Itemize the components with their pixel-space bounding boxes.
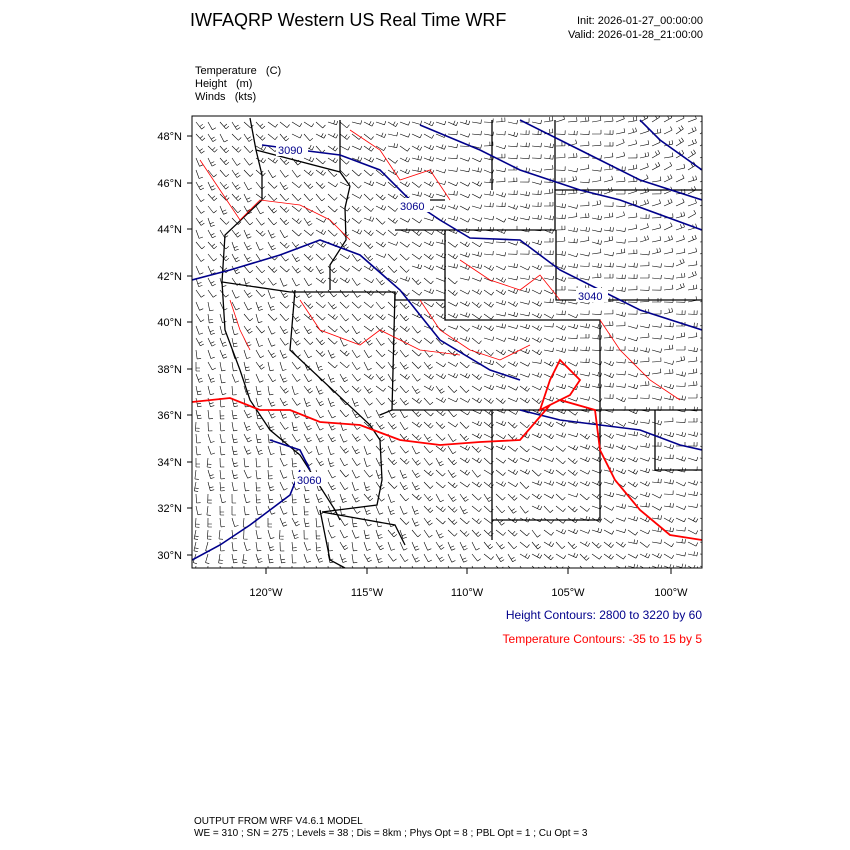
contour-label: 3060 xyxy=(400,201,425,213)
contour-label: 3040 xyxy=(578,291,603,303)
contour-label: 3090 xyxy=(278,145,303,157)
field-height: Height (m) xyxy=(195,78,253,90)
lon-label: 105°W xyxy=(551,587,585,599)
lat-label: 40°N xyxy=(157,317,182,329)
state-boundaries xyxy=(222,118,702,568)
lat-label: 38°N xyxy=(157,364,182,376)
valid-time: Valid: 2026-01-28_21:00:00 xyxy=(568,29,703,41)
latitude-labels xyxy=(157,131,182,562)
lat-label: 48°N xyxy=(157,131,182,143)
model-footer xyxy=(194,816,587,840)
height-contour-legend: Height Contours: 2800 to 3220 by 60 xyxy=(505,608,702,622)
lon-label: 100°W xyxy=(654,587,688,599)
init-time: Init: 2026-01-27_00:00:00 xyxy=(577,15,703,27)
lat-label: 32°N xyxy=(157,503,182,515)
wind-barb-field xyxy=(193,114,710,576)
temperature-contour-legend: Temperature Contours: -35 to 15 by 5 xyxy=(502,632,702,646)
contour-label: 3060 xyxy=(297,475,322,487)
model-version: OUTPUT FROM WRF V4.6.1 MODEL xyxy=(194,816,363,827)
latitude-axis xyxy=(187,136,192,555)
lat-label: 30°N xyxy=(157,550,182,562)
lon-label: 120°W xyxy=(249,587,283,599)
map-frame xyxy=(192,116,702,568)
lat-label: 42°N xyxy=(157,271,182,283)
lat-label: 34°N xyxy=(157,457,182,469)
wind-barbs xyxy=(193,114,710,576)
lat-label: 46°N xyxy=(157,178,182,190)
model-config: WE = 310 ; SN = 275 ; Levels = 38 ; Dis = 8km ; Phys Opt = 8 ; PBL Opt = 1 ; Cu Opt = 3 xyxy=(194,828,588,839)
lat-label: 36°N xyxy=(157,410,182,422)
lat-label: 44°N xyxy=(157,224,182,236)
lon-label: 110°W xyxy=(450,587,484,599)
contour-label-group xyxy=(276,142,608,487)
map-title: IWFAQRP Western US Real Time WRF xyxy=(190,10,507,30)
map-plot-area xyxy=(192,114,710,576)
longitude-axis xyxy=(266,568,671,574)
longitude-labels xyxy=(249,587,688,599)
field-temperature: Temperature (C) xyxy=(195,65,282,77)
lon-label: 115°W xyxy=(350,587,384,599)
field-winds: Winds (kts) xyxy=(195,91,257,103)
